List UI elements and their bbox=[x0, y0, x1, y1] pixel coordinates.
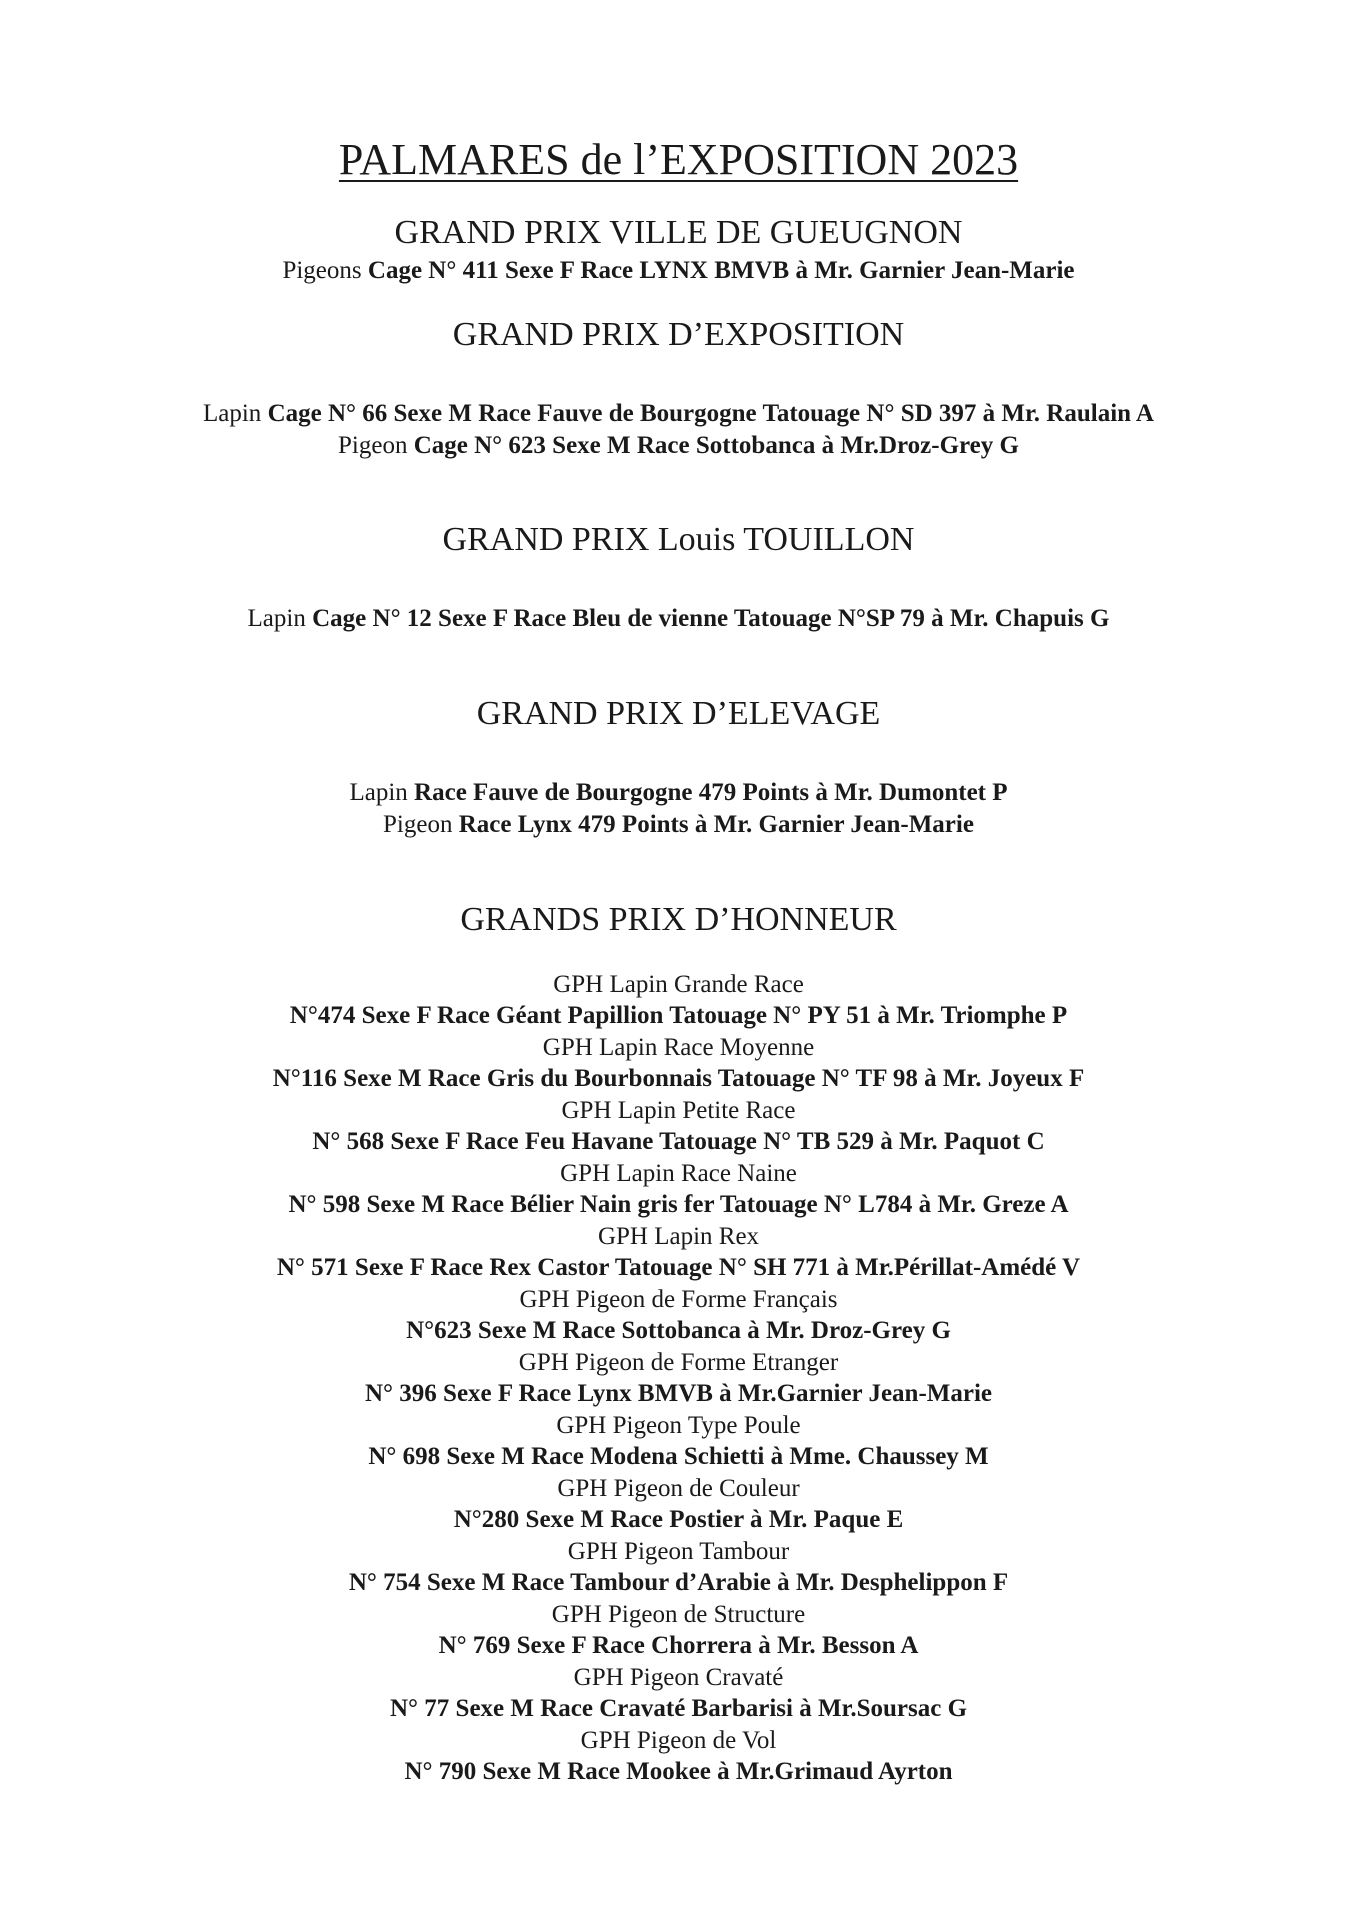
entry-kind: Pigeons bbox=[282, 257, 362, 284]
gph-winner: N°116 Sexe M Race Gris du Bourbonnais Tatouage N° TF 98 à Mr. Joyeux F bbox=[272, 1065, 1085, 1092]
section-heading-gp-touillon: GRAND PRIX Louis TOUILLON bbox=[442, 521, 915, 558]
gph-winner: N°623 Sexe M Race Sottobanca à Mr. Droz-Grey G bbox=[406, 1317, 951, 1344]
gph-category: GPH Lapin Rex bbox=[597, 1223, 760, 1250]
gph-category: GPH Pigeon de Vol bbox=[580, 1727, 777, 1754]
gph-category: GPH Lapin Grande Race bbox=[553, 971, 804, 998]
gph-winner: N° 77 Sexe M Race Cravaté Barbarisi à Mr.Soursac G bbox=[389, 1695, 968, 1722]
entry-detail: Cage N° 66 Sexe M Race Fauve de Bourgogne Tatouage N° SD 397 à Mr. Raulain A bbox=[267, 400, 1154, 427]
gph-winner: N° 598 Sexe M Race Bélier Nain gris fer Tatouage N° L784 à Mr. Greze A bbox=[288, 1191, 1069, 1218]
gph-category: GPH Lapin Race Moyenne bbox=[542, 1034, 815, 1061]
gph-category: GPH Pigeon de Forme Etranger bbox=[518, 1349, 839, 1376]
gp-elevage-entry bbox=[0, 779, 1357, 807]
gp-exposition-entry bbox=[0, 432, 1357, 460]
section-heading-gp-elevage: GRAND PRIX D’ELEVAGE bbox=[476, 695, 881, 732]
gph-winner: N° 568 Sexe F Race Feu Havane Tatouage N° TB 529 à Mr. Paquot C bbox=[312, 1128, 1045, 1155]
gp-exposition-entry bbox=[0, 400, 1357, 428]
entry-detail: Race Fauve de Bourgogne 479 Points à Mr. Dumontet P bbox=[414, 779, 1008, 806]
gph-category: GPH Pigeon Tambour bbox=[567, 1538, 790, 1565]
gph-category: GPH Pigeon de Forme Français bbox=[519, 1286, 838, 1313]
entry-detail: Cage N° 12 Sexe F Race Bleu de vienne Tatouage N°SP 79 à Mr. Chapuis G bbox=[312, 605, 1110, 632]
entry-detail: Cage N° 623 Sexe M Race Sottobanca à Mr.Droz-Grey G bbox=[413, 432, 1019, 459]
gph-winner: N° 769 Sexe F Race Chorrera à Mr. Besson A bbox=[438, 1632, 919, 1659]
entry-kind: Pigeon bbox=[338, 432, 408, 459]
gph-winner: N° 790 Sexe M Race Mookee à Mr.Grimaud Ayrton bbox=[404, 1758, 953, 1785]
gp-ville-entry bbox=[0, 257, 1357, 285]
gph-category: GPH Pigeon de Couleur bbox=[557, 1475, 800, 1502]
entry-kind: Pigeon bbox=[383, 811, 453, 838]
entry-detail: Cage N° 411 Sexe F Race LYNX BMVB à Mr. Garnier Jean-Marie bbox=[367, 257, 1075, 284]
gph-winner: N° 396 Sexe F Race Lynx BMVB à Mr.Garnier Jean-Marie bbox=[364, 1380, 993, 1407]
gph-category: GPH Pigeon de Structure bbox=[551, 1601, 806, 1628]
section-heading-gp-exposition: GRAND PRIX D’EXPOSITION bbox=[452, 316, 905, 353]
gph-category: GPH Lapin Race Naine bbox=[560, 1160, 797, 1187]
gph-winner: N° 698 Sexe M Race Modena Schietti à Mme. Chaussey M bbox=[368, 1443, 989, 1470]
gph-category: GPH Lapin Petite Race bbox=[561, 1097, 796, 1124]
gp-touillon-entry bbox=[0, 605, 1357, 633]
entry-kind: Lapin bbox=[349, 779, 408, 806]
entry-kind: Lapin bbox=[247, 605, 306, 632]
section-heading-gp-ville: GRAND PRIX VILLE DE GUEUGNON bbox=[394, 214, 963, 251]
page-title: PALMARES de l’EXPOSITION 2023 bbox=[338, 135, 1019, 184]
gph-winner: N° 754 Sexe M Race Tambour d’Arabie à Mr. Desphelippon F bbox=[348, 1569, 1009, 1596]
gph-winner: N°280 Sexe M Race Postier à Mr. Paque E bbox=[453, 1506, 904, 1533]
gph-winner: N°474 Sexe F Race Géant Papillion Tatouage N° PY 51 à Mr. Triomphe P bbox=[289, 1002, 1068, 1029]
gp-elevage-entry bbox=[0, 811, 1357, 839]
entry-kind: Lapin bbox=[202, 400, 262, 427]
gph-category: GPH Pigeon Type Poule bbox=[556, 1412, 801, 1439]
gph-category: GPH Pigeon Cravaté bbox=[573, 1664, 784, 1691]
section-heading-gp-honneur: GRANDS PRIX D’HONNEUR bbox=[460, 901, 897, 938]
entry-detail: Race Lynx 479 Points à Mr. Garnier Jean-Marie bbox=[458, 811, 974, 838]
gph-winner: N° 571 Sexe F Race Rex Castor Tatouage N° SH 771 à Mr.Périllat-Amédé V bbox=[276, 1254, 1081, 1281]
